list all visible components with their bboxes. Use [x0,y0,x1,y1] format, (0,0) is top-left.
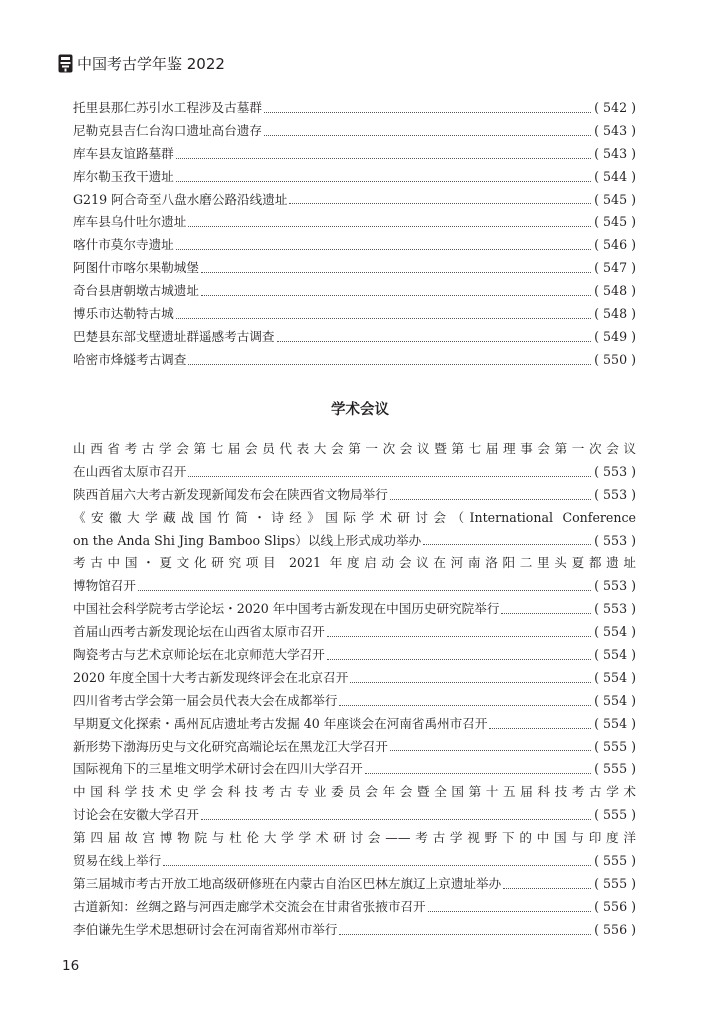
toc-entry-title: 早期夏文化探索・禹州瓦店遗址考古发掘 40 年座谈会在河南省禹州市召开 [73,715,488,731]
toc-entry-title: 在山西省太原市召开 [73,463,187,479]
toc-entry-title: on the Anda Shi Jing Bamboo Slips）以线上形式成功举办 [73,532,422,548]
toc-entry-title: 2020 年度全国十大考古新发现终评会在北京召开 [73,669,349,685]
toc-entry-title: 国际视角下的三星堆文明学术研讨会在四川大学召开 [73,761,363,777]
toc-entry-line-final [73,211,636,234]
dot-leader [188,226,591,227]
toc-entry-page-number: ( 555 ) [594,807,636,823]
toc-entry-line [73,438,636,461]
toc-entry-page-number: ( 554 ) [594,692,636,708]
toc-entry [73,598,636,621]
toc-entry-line-final [73,621,636,644]
toc-entry-line-final [73,461,636,484]
toc-entry-page-number: ( 553 ) [594,486,636,502]
toc-entry [73,120,636,143]
dot-leader [339,705,591,706]
dot-leader [339,934,591,935]
toc-entry-title: 首届山西考古新发现论坛在山西省太原市召开 [73,624,325,640]
toc-entry-line-final [73,575,636,598]
running-header [58,52,225,74]
toc-entry-title: 新形势下渤海历史与文化研究高端论坛在黑龙江大学召开 [73,738,388,754]
toc-entry-line-final [73,873,636,896]
dot-leader [188,476,591,477]
toc-entry [73,644,636,667]
toc-entry [73,713,636,736]
dot-leader [176,158,591,159]
toc-entry-title: 第三届城市考古开放工地高级研修班在内蒙古自治区巴林左旗辽上京遗址举办 [73,875,502,891]
dot-leader [201,272,591,273]
toc-entry [73,896,636,919]
toc-entry [73,234,636,257]
toc-entry [73,166,636,189]
dot-leader [350,682,591,683]
toc-list-top [73,97,636,372]
toc-entry-line-final [73,189,636,212]
toc-entry [73,827,636,873]
dot-leader [201,819,591,820]
toc-entry-line-final [73,234,636,257]
toc-entry-title: 四川省考古学会第一届会员代表大会在成都举行 [73,692,338,708]
toc-entry-line-final [73,280,636,303]
toc-entry-page-number: ( 543 ) [594,122,636,138]
toc-entry-page-number: ( 543 ) [594,145,636,161]
toc-entry [73,507,636,553]
toc-entry [73,781,636,827]
dot-leader [390,499,591,500]
toc-entry-line-final [73,644,636,667]
toc-entry [73,919,636,942]
dot-leader [176,249,591,250]
section-title: 学术会议 [331,402,389,418]
toc-entry-line-final [73,143,636,166]
dot-leader [423,544,591,545]
toc-entry-page-number: ( 544 ) [594,168,636,184]
dot-leader [428,911,592,912]
dot-leader [176,318,591,319]
toc-entry-line-final [73,736,636,759]
toc-entry-page-number: ( 545 ) [594,191,636,207]
toc-entry-line-final [73,530,636,553]
toc-entry-title: 陕西首届六大考古新发现新闻发布会在陕西省文物局举行 [73,486,388,502]
toc-entry [73,758,636,781]
toc-entry-line-final [73,326,636,349]
toc-entry-line-final [73,919,636,942]
toc-entry-title: 库车县友谊路墓群 [73,145,174,161]
toc-entry-title: 库车县乌什吐尔遗址 [73,214,187,230]
toc-entry-page-number: ( 554 ) [594,624,636,640]
toc-entry-page-number: ( 549 ) [594,328,636,344]
toc-entry-title: G219 阿合奇至八盘水磨公路沿线遗址 [73,191,288,207]
toc-entry [73,97,636,120]
toc-entry [73,552,636,598]
toc-entry-page-number: ( 550 ) [594,351,636,367]
toc-entry-page-number: ( 548 ) [594,306,636,321]
toc-entry-line-final [73,850,636,873]
toc-entry-page-number: ( 548 ) [594,283,636,299]
toc-entry-title: 博乐市达勒特古城 [73,306,174,321]
toc-entry-line-final [73,804,636,827]
dot-leader [264,135,591,136]
toc-entry-title: 喀什市莫尔寺遗址 [73,237,174,253]
toc-entry [73,736,636,759]
toc-entry-line [73,552,636,575]
dot-leader [176,181,591,182]
toc-entry-line-final [73,598,636,621]
toc-entry-title: 库尔勒玉孜干遗址 [73,168,174,184]
toc-entry-title: 山西省考古学会第七届会员代表大会第一次会议暨第七届理事会第一次会议 [73,440,636,456]
toc-entry-line-final [73,257,636,280]
toc-entry-title: 阿图什市喀尔果勒城堡 [73,260,199,276]
header-title: 中国考古学年鉴 2022 [77,54,225,73]
toc-entry-page-number: ( 553 ) [594,463,636,479]
toc-entry-line-final [73,713,636,736]
toc-entry-line-final [73,349,636,372]
toc-entry-line-final [73,896,636,919]
toc-entry-page-number: ( 556 ) [594,921,636,937]
toc-entry-line-final [73,166,636,189]
toc-entry-title: 巴楚县东部戈壁遗址群遥感考古调查 [73,328,275,344]
toc-entry-title: 考古中国・夏文化研究项目 2021 年度启动会议在河南洛阳二里头夏都遗址 [73,555,636,571]
toc-entry-page-number: ( 553 ) [594,532,636,548]
toc-entry-title: 奇台县唐朝墩古城遗址 [73,283,199,299]
dot-leader [327,659,591,660]
toc-entry-title: 《安徽大学藏战国竹简・诗经》国际学术研讨会（International Conference [73,509,636,525]
toc-entry-page-number: ( 545 ) [594,214,636,230]
dot-leader [264,112,591,113]
toc-entry-page-number: ( 555 ) [594,738,636,754]
toc-entry [73,690,636,713]
toc-entry-page-number: ( 556 ) [594,898,636,914]
page-number: 16 [62,958,80,974]
toc-entry [73,257,636,280]
toc-entry-line-final [73,758,636,781]
toc-entry [73,667,636,690]
toc-entry-page-number: ( 553 ) [594,578,636,594]
toc-entry-title: 古道新知：丝绸之路与河西走廊学术交流会在甘肃省张掖市召开 [73,898,426,914]
toc-entry-page-number: ( 553 ) [594,601,636,617]
toc-entry [73,211,636,234]
toc-entry [73,303,636,326]
toc-entry-line-final [73,484,636,507]
toc-entry-line-final [73,303,636,326]
dot-leader [489,728,591,729]
toc-entry-page-number: ( 554 ) [594,669,636,685]
dot-leader [138,590,591,591]
dot-leader [327,636,591,637]
dot-leader [188,364,591,365]
toc-entry-page-number: ( 542 ) [594,99,636,115]
toc-entry-title: 陶瓷考古与艺术京师论坛在北京师范大学召开 [73,647,325,662]
toc-entry-page-number: ( 554 ) [594,647,636,662]
toc-entry-line-final [73,97,636,120]
toc-entry-title: 贸易在线上举行 [73,853,162,869]
toc-entry-line-final [73,667,636,690]
yearbook-logo-icon [58,54,73,73]
toc-entry-line-final [73,120,636,143]
toc-entry [73,143,636,166]
toc-entry [73,438,636,484]
toc-entry [73,873,636,896]
toc-entry-page-number: ( 555 ) [594,853,636,869]
toc-entry-line [73,781,636,804]
dot-leader [390,750,591,751]
toc-entry-title: 讨论会在安徽大学召开 [73,807,199,823]
toc-entry-page-number: ( 554 ) [594,715,636,731]
toc-entry-line [73,507,636,530]
toc-entry-title: 托里县那仁苏引水工程涉及古墓群 [73,99,262,115]
toc-entry [73,280,636,303]
toc-entry [73,349,636,372]
toc-entry [73,484,636,507]
toc-entry-page-number: ( 547 ) [594,260,636,276]
toc-entry-page-number: ( 555 ) [594,761,636,777]
toc-entry-page-number: ( 546 ) [594,237,636,253]
toc-entry [73,621,636,644]
toc-entry-title: 中国科学技术史学会科技考古专业委员会年会暨全国第十五届科技考古学术 [73,784,636,800]
toc-entry-title: 中国社会科学院考古学论坛・2020 年中国考古新发现在中国历史研究院举行 [73,601,500,617]
dot-leader [365,773,591,774]
dot-leader [201,295,591,296]
toc-entry-title: 哈密市烽燧考古调查 [73,351,187,367]
dot-leader [501,613,591,614]
toc-entry-title: 博物馆召开 [73,578,136,594]
dot-leader [503,888,591,889]
toc-entry [73,326,636,349]
toc-entry-line [73,827,636,850]
toc-entry [73,189,636,212]
toc-list-academic-conferences [73,438,636,942]
toc-entry-title: 李伯谦先生学术思想研讨会在河南省郑州市举行 [73,921,338,937]
dot-leader [163,865,591,866]
dot-leader [289,203,591,204]
toc-entry-title: 第四届故宫博物院与杜伦大学学术研讨会——考古学视野下的中国与印度洋 [73,830,636,846]
toc-entry-line-final [73,690,636,713]
dot-leader [277,341,592,342]
toc-entry-title: 尼勒克县吉仁台沟口遗址高台遗存 [73,122,262,138]
toc-entry-page-number: ( 555 ) [594,875,636,891]
